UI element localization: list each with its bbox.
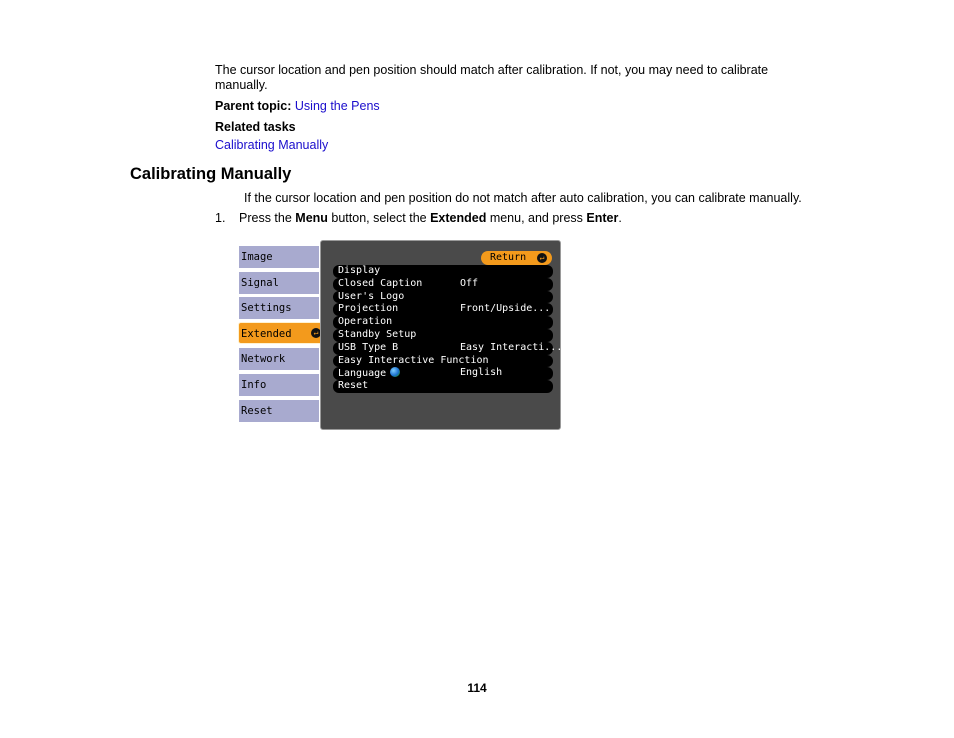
menu-item-label: Reset [338,380,369,392]
enter-keyword: Enter [586,211,619,225]
menu-item-closed-caption[interactable] [333,278,553,291]
return-button[interactable] [481,251,552,265]
step-text: Press the [239,211,296,225]
return-label: Return [490,252,527,263]
tab-settings[interactable]: Settings [239,297,319,319]
parent-topic-label: Parent topic: [215,99,292,113]
step-text: menu, and press [486,211,587,225]
menu-item-value: Easy Interacti... [460,341,563,353]
menu-item-label: Projection [338,303,399,315]
enter-icon: ↵ [537,253,547,263]
menu-item-reset[interactable] [333,380,553,393]
extended-panel [320,240,561,430]
menu-keyword: Menu [295,211,328,225]
enter-icon: ↵ [311,328,321,338]
menu-item-display[interactable] [333,265,553,278]
menu-item-value: English [460,367,503,379]
menu-item-users-logo[interactable] [333,291,553,304]
step-1 [215,211,622,226]
menu-item-label: Easy Interactive Function [338,354,489,366]
menu-item-label: User's Logo [338,290,405,302]
related-tasks-label: Related tasks [215,120,296,134]
menu-item-label: Display [338,265,381,276]
menu-item-easy-interactive-function[interactable] [333,355,553,368]
menu-item-label: USB Type B [338,341,399,353]
menu-items [333,265,563,393]
extended-keyword: Extended [430,211,487,225]
menu-item-projection[interactable] [333,303,553,316]
projector-menu-screenshot [238,240,562,431]
tab-signal[interactable]: Signal [239,272,319,294]
related-task-link[interactable]: Calibrating Manually [215,138,329,152]
step-text: . [618,211,622,225]
tab-reset[interactable]: Reset [239,400,319,422]
menu-item-label: Operation [338,316,393,328]
parent-topic [215,99,380,114]
tab-extended[interactable] [238,322,326,344]
tab-extended-label: Extended [241,328,292,340]
step-number: 1. [215,211,226,225]
page-number: 114 [467,681,487,695]
menu-item-value: Front/Upside... [460,303,551,315]
menu-item-standby-setup[interactable] [333,329,553,342]
intro-paragraph: The cursor location and pen position should match after calibration. If not, you may need to calibrate manually. [215,63,769,92]
tab-network[interactable]: Network [239,348,319,370]
globe-icon [390,367,400,377]
menu-item-language[interactable] [333,367,553,380]
body-paragraph: If the cursor location and pen position do not match after auto calibration, you can calibrate manually. [244,191,802,205]
step-text: button, select the [327,211,431,225]
section-heading: Calibrating Manually [130,165,292,183]
menu-item-label: Language [338,368,387,380]
tab-info[interactable]: Info [239,374,319,396]
menu-item-label: Standby Setup [338,328,417,340]
menu-item-operation[interactable] [333,316,553,329]
tab-image[interactable]: Image [239,246,319,268]
menu-item-label: Closed Caption [338,277,423,289]
parent-topic-link[interactable]: Using the Pens [294,99,380,113]
menu-item-usb-type-b[interactable] [333,341,563,355]
menu-item-value: Off [460,277,479,289]
